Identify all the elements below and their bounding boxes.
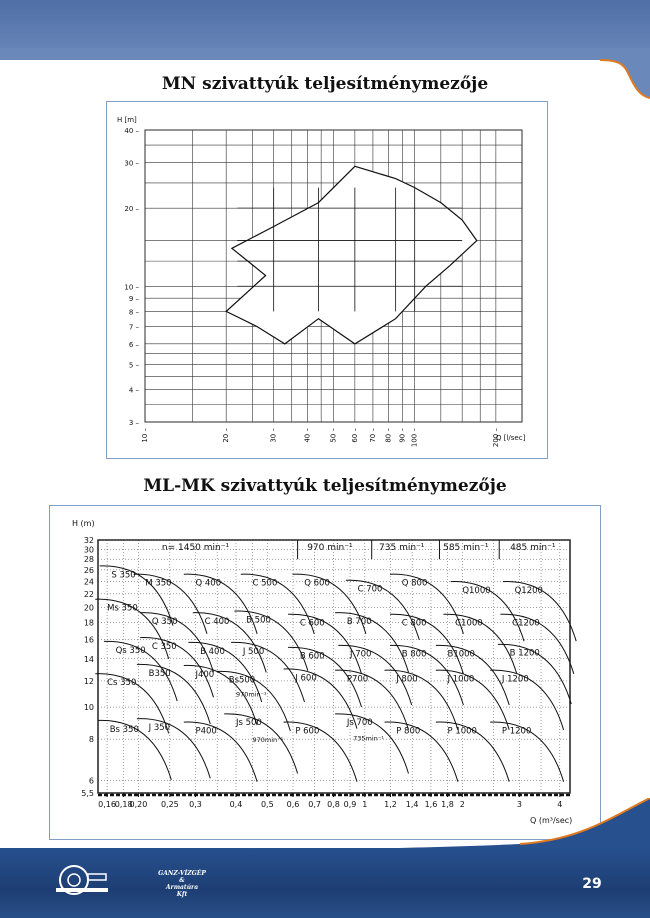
mlmk-x-tick-label: 1,2 <box>384 800 397 809</box>
mlmk-pump-label: B 600 <box>299 651 325 662</box>
mlmk-x-tick-label: 1,8 <box>441 800 454 809</box>
mlmk-y-tick-label: 12 <box>83 676 94 686</box>
mlmk-pump-label: J 700 <box>350 649 372 660</box>
mlmk-sub-label: 735min⁻¹ <box>353 734 384 743</box>
mlmk-pump-label: P700 <box>346 674 369 685</box>
mlmk-pump-label: Cs 350 <box>107 678 137 689</box>
mlmk-pump-label: S 350 <box>111 570 136 581</box>
mlmk-x-tick-label: 4 <box>557 800 563 809</box>
mlmk-x-tick-label: 1,6 <box>424 800 438 809</box>
mlmk-y-tick-label: 30 <box>83 545 94 555</box>
mn-y-tick-label: 6 – <box>128 340 139 349</box>
mlmk-pump-label: Bs500 <box>228 675 256 686</box>
mlmk-pump-label: J400 <box>195 669 215 680</box>
mlmk-pump-label: Q 400 <box>195 578 222 589</box>
mlmk-y-tick-label: 10 <box>83 703 94 713</box>
mn-y-axis-label: H [m] <box>117 116 137 124</box>
mn-chart-frame <box>106 101 548 459</box>
mn-y-tick-label: 4 – <box>128 386 139 395</box>
mlmk-pump-label: Bs 350 <box>109 724 139 735</box>
mlmk-pump-label: C1200 <box>512 618 540 629</box>
pump-logo-icon <box>52 860 112 900</box>
mn-x-axis-label: Q [l/sec] <box>496 434 526 442</box>
mlmk-y-tick-label: 14 <box>83 654 94 664</box>
mlmk-pump-label: J 1000 <box>447 674 475 685</box>
mlmk-pump-label: B 400 <box>200 646 225 657</box>
mn-x-tick-label: 100 – <box>410 428 419 448</box>
mlmk-x-tick-label: 0,16 <box>98 800 116 809</box>
mlmk-pump-label: J 600 <box>295 673 317 684</box>
logo-line-4: Kft <box>176 891 188 898</box>
mn-y-tick-label: 10 – <box>124 283 139 292</box>
mlmk-pump-label: J 350 <box>148 723 171 734</box>
mlmk-y-axis-label: H (m) <box>72 519 95 528</box>
logo-line-2: & <box>179 877 185 884</box>
mlmk-speed-label: 485 min⁻¹ <box>510 543 556 553</box>
mlmk-pump-label: B 800 <box>401 649 427 660</box>
mlmk-x-tick-label: 2 <box>459 800 465 809</box>
mlmk-y-tick-label: 32 <box>83 536 94 545</box>
mlmk-y-tick-label: 24 <box>83 577 94 587</box>
mn-chart-title: MN szivattyúk teljesítménymezője <box>161 74 489 94</box>
mlmk-pump-label: Q 350 <box>151 617 178 628</box>
mn-x-tick-label: 10 – <box>141 428 149 443</box>
mlmk-y-tick-label: 8 <box>88 735 94 745</box>
mlmk-x-tick-label: 0,6 <box>286 800 300 809</box>
mn-y-tick-label: 40 – <box>124 127 139 135</box>
mlmk-y-tick-label: 28 <box>83 555 94 565</box>
mlmk-pump-label: Q 600 <box>304 578 330 589</box>
mlmk-speed-label: 735 min⁻¹ <box>379 543 425 553</box>
mn-y-tick-label: 3 – <box>128 419 139 427</box>
mlmk-x-tick-label: 0,3 <box>189 800 202 809</box>
mlmk-pump-label: B1000 <box>447 649 475 660</box>
mlmk-x-tick-label: 0,7 <box>308 800 322 809</box>
mlmk-y-tick-label: 16 <box>83 635 94 645</box>
mlmk-chart-frame <box>49 505 601 840</box>
mlmk-y-tick-label: 6 <box>88 776 94 786</box>
mlmk-sub-label: 970min⁻¹ <box>252 736 284 745</box>
mlmk-pump-label: Ms 350 <box>107 603 138 614</box>
mn-x-tick-label: 70 – <box>368 428 377 443</box>
mlmk-pump-label: B350 <box>148 668 171 679</box>
mlmk-pump-label: P 1000 <box>447 726 477 737</box>
mn-x-tick-label: 200 – <box>491 428 500 448</box>
mlmk-chart <box>50 506 600 839</box>
mlmk-y-tick-label: 5,5 <box>81 789 94 798</box>
mlmk-pump-label: Js 700 <box>346 718 373 729</box>
mn-x-tick-label: 90 – <box>398 428 407 443</box>
mlmk-pump-label: Q 800 <box>401 578 428 589</box>
mn-x-tick-label: 50 – <box>329 428 338 443</box>
mlmk-pump-label: C 350 <box>151 642 177 653</box>
mlmk-x-axis-label: Q (m³/sec) <box>530 816 573 825</box>
company-logo <box>52 860 206 900</box>
mlmk-x-tick-label: 0,5 <box>260 800 274 809</box>
mlmk-y-tick-label: 22 <box>83 589 94 599</box>
mn-y-tick-label: 20 – <box>124 205 139 214</box>
mlmk-speed-label: 585 min⁻¹ <box>443 543 489 553</box>
mlmk-sub-label: 970min⁻¹ <box>235 690 267 699</box>
mlmk-x-tick-label: 0,20 <box>129 800 148 809</box>
mlmk-chart-title: ML-MK szivattyúk teljesítménymezője <box>143 476 507 496</box>
mlmk-y-tick-label: 26 <box>83 565 94 575</box>
mlmk-x-tick-label: 1,4 <box>405 800 419 809</box>
mlmk-speed-label: n= 1450 min⁻¹ <box>161 543 230 553</box>
mn-x-tick-label: 40 – <box>303 428 312 443</box>
mlmk-x-tick-label: 0,18 <box>114 800 133 809</box>
mlmk-y-tick-label: 20 <box>83 603 94 613</box>
mlmk-pump-label: P 600 <box>295 726 320 737</box>
mlmk-x-tick-label: 0,4 <box>229 800 243 809</box>
mlmk-pump-label: C 500 <box>252 578 278 589</box>
mlmk-pump-label: P400 <box>195 726 217 737</box>
mn-y-tick-label: 30 – <box>124 159 139 168</box>
mlmk-x-tick-label: 0,9 <box>343 800 357 809</box>
mlmk-pump-label: C 700 <box>357 584 383 595</box>
mlmk-pump-label: Qs 350 <box>115 645 146 656</box>
mlmk-pump-label: P 800 <box>396 726 421 737</box>
mlmk-y-tick-label: 18 <box>83 618 94 628</box>
mlmk-pump-label: P 1200 <box>501 726 532 737</box>
mn-chart <box>107 102 547 458</box>
mlmk-pump-label: Js 500 <box>235 718 262 729</box>
mn-x-tick-label: 30 – <box>269 428 278 443</box>
mn-y-tick-label: 9 – <box>128 295 139 304</box>
mlmk-x-tick-label: 0,25 <box>160 800 179 809</box>
mn-y-tick-label: 5 – <box>128 361 139 370</box>
mlmk-pump-label: C 400 <box>204 617 230 628</box>
logo-line-3: Armatúra <box>165 884 199 891</box>
page-number: 29 <box>582 876 602 892</box>
mlmk-pump-label: B 1200 <box>509 648 540 659</box>
mlmk-pump-label: J 500 <box>242 646 265 657</box>
mlmk-pump-label: J 800 <box>396 674 418 685</box>
mn-x-tick-label: 20 – <box>222 428 231 443</box>
mlmk-x-tick-label: 3 <box>516 800 522 809</box>
mlmk-pump-label: Q1000 <box>462 585 491 596</box>
mlmk-pump-label: B 500 <box>246 615 271 626</box>
mlmk-x-tick-label: 0,8 <box>327 800 340 809</box>
mlmk-pump-label: C 800 <box>401 618 427 629</box>
mlmk-speed-label: 970 min⁻¹ <box>307 543 353 553</box>
logo-line-1: GANZ-VÍZGÉP <box>158 870 206 877</box>
mlmk-pump-label: J 1200 <box>501 674 529 685</box>
mn-x-tick-label: 80 – <box>384 428 393 443</box>
mn-y-tick-label: 7 – <box>128 323 139 332</box>
mlmk-pump-label: B 700 <box>346 617 372 628</box>
mlmk-x-tick-label: 1 <box>362 800 368 809</box>
mn-y-tick-label: 8 – <box>128 308 139 317</box>
mn-x-tick-label: 60 – <box>350 428 359 443</box>
mlmk-pump-label: Q1200 <box>514 585 543 596</box>
mlmk-pump-label: C1000 <box>455 618 483 629</box>
mlmk-pump-label: C 600 <box>299 618 325 629</box>
mlmk-pump-label: M 350 <box>145 578 172 589</box>
